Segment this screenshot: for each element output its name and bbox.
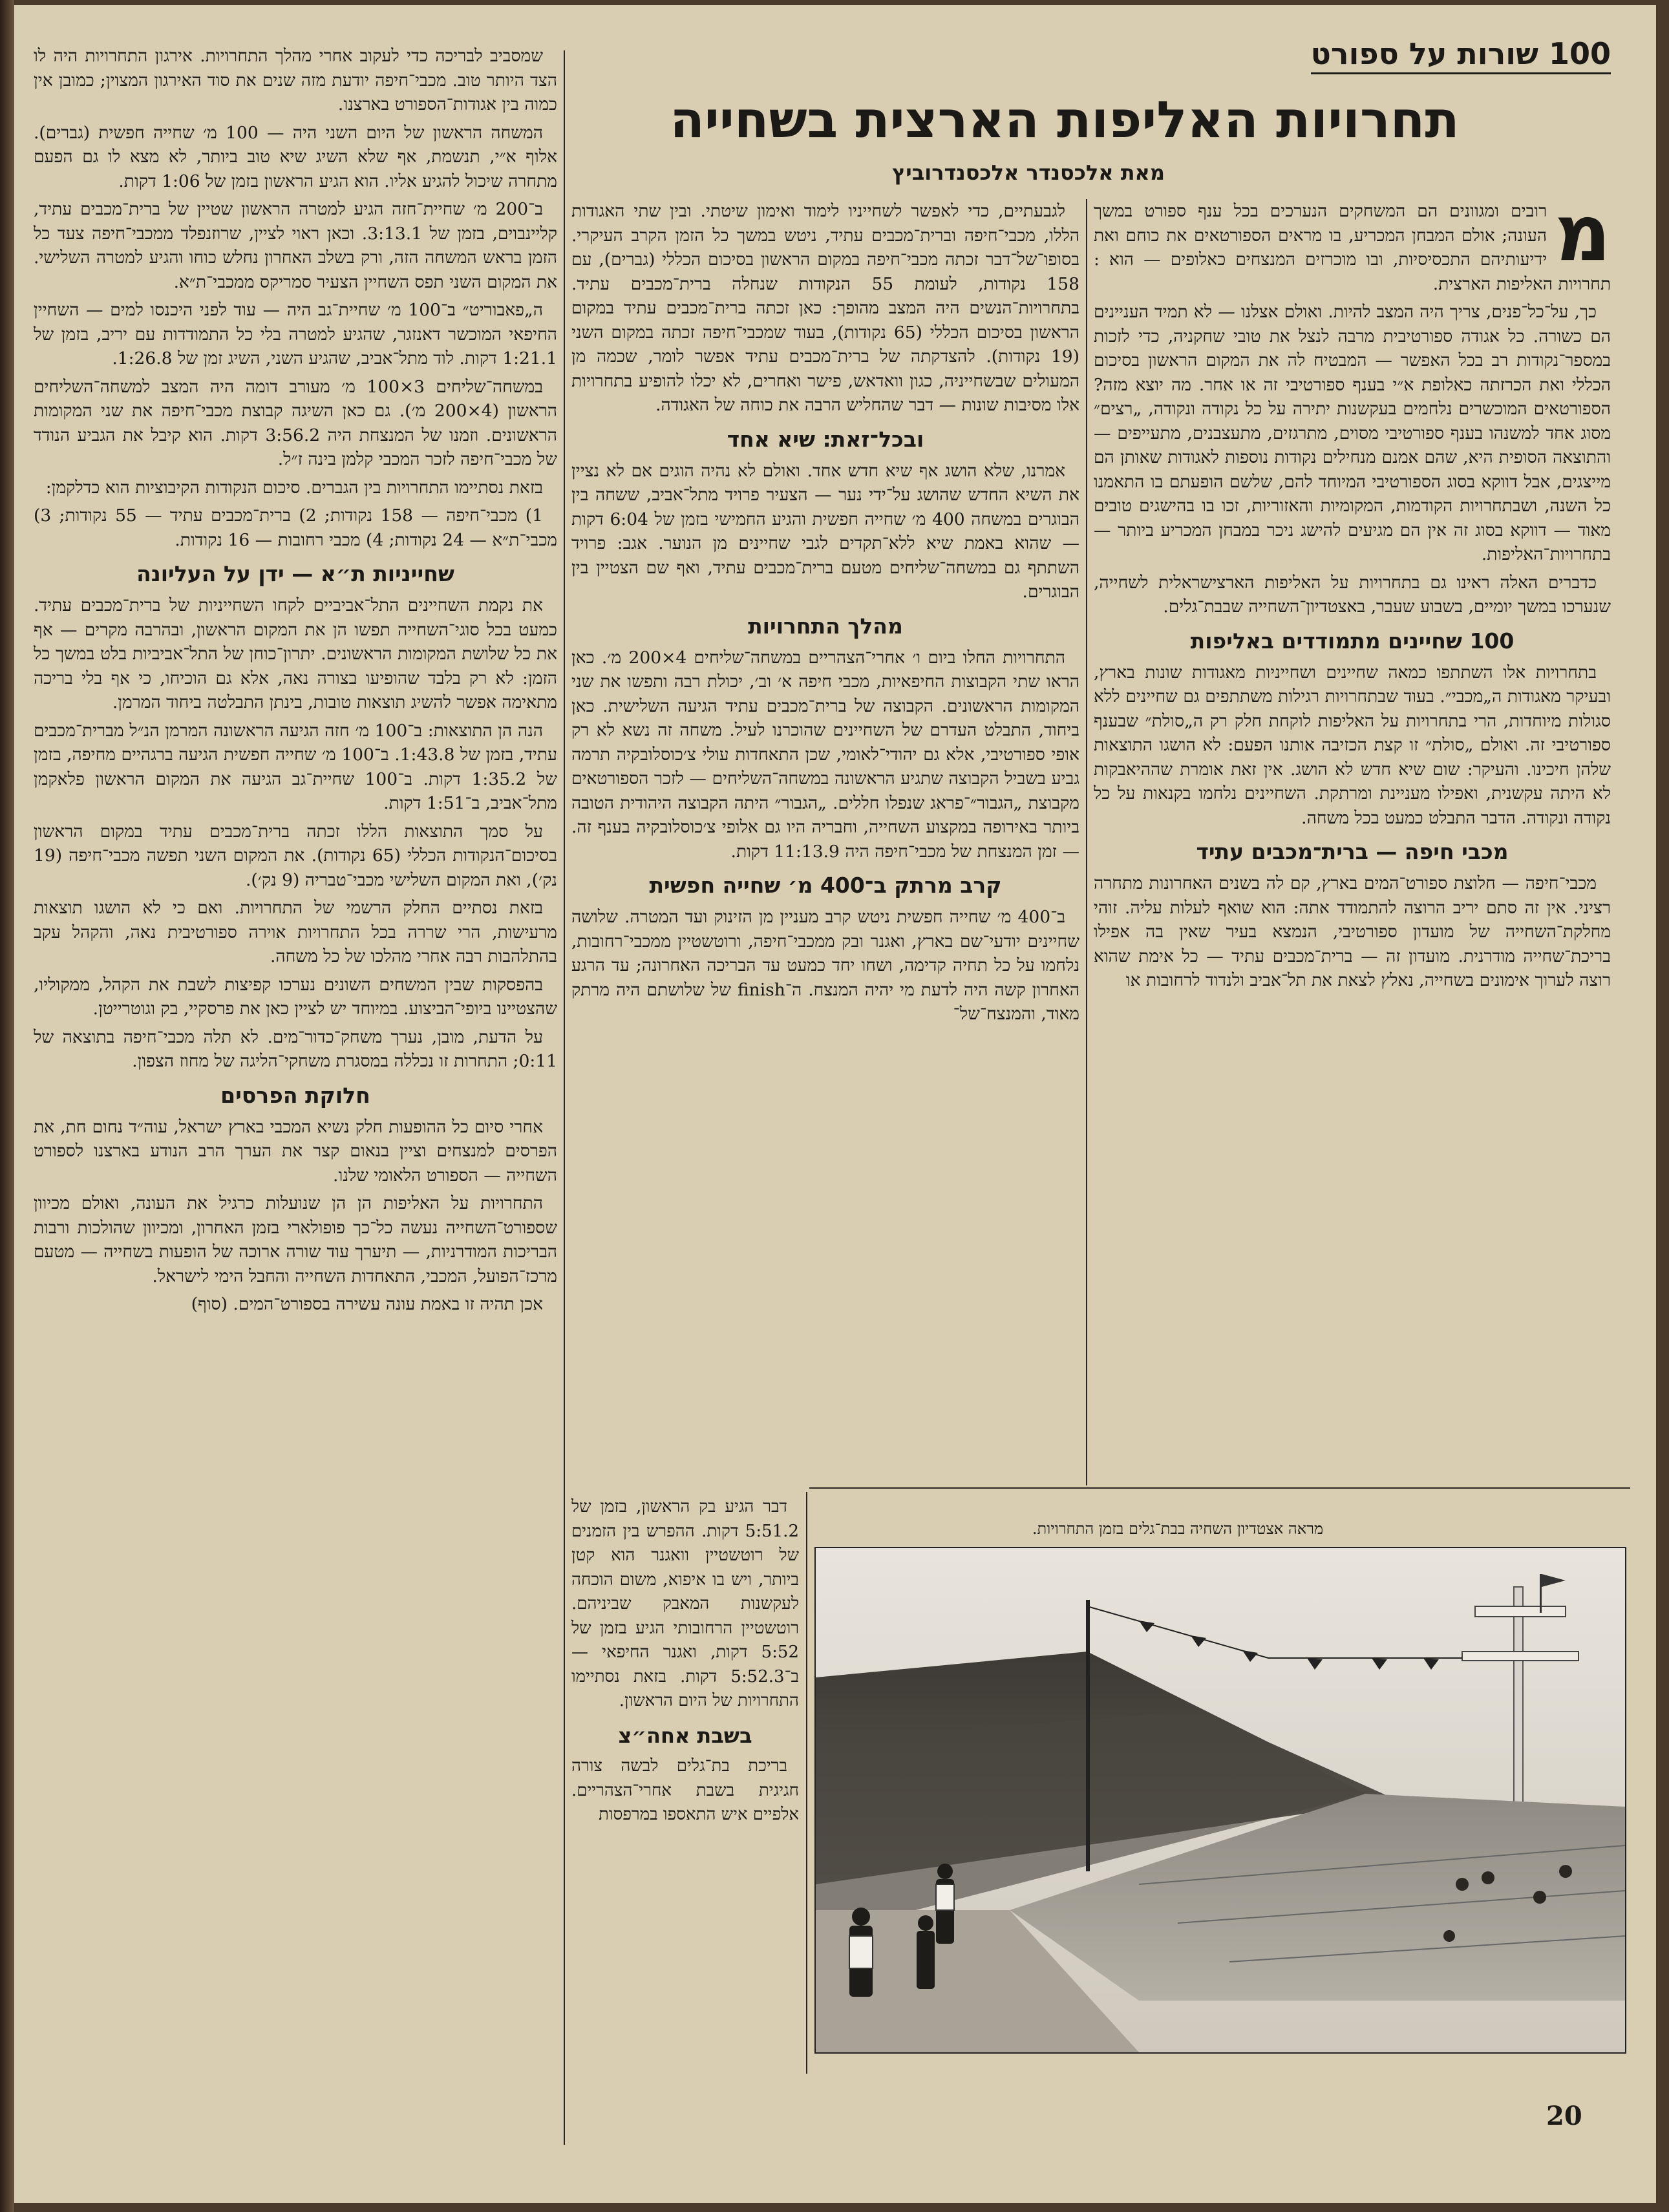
- paragraph: על סמך התוצאות הללו זכתה ברית־מכבים עתיד במקום הראשון בסיכום־הנקודות הכללי (65 נקודות). את המקום השני תפשה מכבי־חיפה (19 נק׳), ואת המקום השלישי מכבי־טבריה (9 נק׳).: [34, 821, 557, 890]
- paragraph: ב־200 מ׳ שחיית־חזה הגיע למטרה הראשון שטיין של ברית־מכבים עתיד, קליינבוים, בזמן של 3:13.1. וכאן ראוי לציין, שרוזנפלד ממכבי־חיפה צעד כל הזמן בראש המשחה הזה, ורק בשלב האחרון נחלש כוחו והגיע למטרה השלישי. את המקום השני תפס השחיין הצעיר סמריקס ממכבי־ת״א.: [34, 199, 557, 292]
- swimming-stadium-photo: [814, 1547, 1626, 2054]
- dropcap-letter: מ: [1555, 199, 1611, 279]
- article-column-1: [1094, 199, 1611, 1482]
- paragraph: המשחה הראשון של היום השני היה — 100 מ׳ שחייה חפשית (גברים). אלוף א״י, תנשמת, אף שלא השיג שיא טוב ביותר, לא מצא לו גם הפעם מתחרה שיכול להגיע אליו. הוא הגיע הראשון בזמן של 1:06 דקות.: [34, 122, 557, 191]
- paragraph: בזאת נסתיימו התחרויות בין הגברים. סיכום הנקודות הקיבוציות הוא כדלקמן:: [45, 477, 543, 498]
- paragraph: בזאת נסתיים החלק הרשמי של התחרויות. ואם כי לא הושגו תוצאות מרעישות, הרי שררה בכל התחרויות אוירה ספורטיבית נאה, והקהל עקב בהתלהבות רבה אחרי מהלכו של כל משחה.: [34, 898, 557, 966]
- paragraph: לגבעתיים, כדי לאפשר לשחייניו לימוד ואימון שיטתי. ובין שתי האגודות הללו, מכבי־חיפה וברית־מכבים עתיד, ניטש במשך כל הזמן הקרב העיקרי. בסופו־של־דבר זכתה מכבי־חיפה במקום הראשון בסיכום הכללי (גברים), עם 158 נקודות, לעומת 55 הנקודות שנחלה ברית־מכבים עתיד. בתחרויות־הנשים היה המצב מהופך: כאן זכתה ברית־מכבים עתיד במקום הראשון בסיכום הכללי (65 נקודות), בעוד שמכבי־חיפה זכתה במקום השני (19 נקודות). להצדקתה של ברית־מכבים עתיד אפשר לומר, שכמה מן המעולים שבשחייניה, כגון וואדאש, פישר ואחרים, לא יכלו להופיע בתחרויות אלו מסיבות שונות — דבר שהחליש הרבה את כוחה של האגודה.: [571, 201, 1079, 415]
- paragraph: דבר הגיע בק הראשון, בזמן של 5:51.2 דקות. ההפרש בין הזמנים של רוטשטיין וואגנר הוא קטן ביותר, ויש בו איפוא, משום הוכחה לעקשנות המאבק שביניהם. רוטשטיין הרחובותי הגיע בזמן של 5:52 דקות, ואגנר החיפאי — ב־5:52.3 דקות. בזאת נסתיימו התחרויות של היום הראשון.: [571, 1497, 799, 1710]
- paragraph: כדברים האלה ראינו גם בתחרויות על האליפות הארצישראלית לשחייה, שנערכו במשך יומיים, בשבוע שעבר, באצטדיון־השחייה שבבת־גלים.: [1094, 572, 1611, 617]
- paragraph: אמרנו, שלא הושג אף שיא חדש אחד. ואולם לא נהיה הוגים אם לא נציין את השיא החדש שהושג על־ידי נער — הצעיר פרויד מתל־אביב, ששחה בין הבוגרים במשחה 400 מ׳ שחייה חפשית והגיע החמישי בזמן של 6:04 דקות — שהוא באמת שיא ללא־תקדים לגבי שחיינים מן הנוער. אגב: פרויד השתתף גם במשחה־שליחים מטעם ברית־מכבים עתיד, ואף שם הצטיין בין הבוגרים.: [571, 460, 1079, 602]
- paragraph: בריכת בת־גלים לבשה צורה חגיגית בשבת אחרי־הצהריים. אלפיים איש התאספו במרפסות: [571, 1756, 799, 1824]
- column-divider: [1086, 199, 1087, 1485]
- paragraph: התחרויות על האליפות הן הן שנועלות כרגיל את העונה, ואולם מכיוון שספורט־השחייה נעשה כל־כך פופולארי בזמן האחרון, ומכיוון שהולכות ורבות הבריכות המודרניות, — תיערך עוד שורה ארוכה של הופעות בשחייה — מטעם מרכז־הפועל, המכבי, התאחדות השחייה והחבל הימי לישראל.: [34, 1193, 557, 1286]
- paragraph: את נקמת השחיינים התל־אביביים לקחו השחייניות של ברית־מכבים עתיד. כמעט בכל סוגי־השחייה תפשו הן את המקום הראשון, ובהרבה מקרים — אף את כל שלושת המקומות הראשונים. יתרון־כוחן של התל־אביביות בלט במשך כל הזמן: לא רק בלבד שהופיעו בצורה נאה, אלא גם הוכיחו, כי אף בלי בריכה מתאימה אפשר להשיג תוצאות טובות, בינתן התבלטה ביחוד המרמן.: [34, 595, 557, 712]
- paragraph: שמסביב לבריכה כדי לעקוב אחרי מהלך התחרויות. אירגון התחרויות היה לו הצד היותר טוב. מכבי־חיפה יודעת מזה שנים את סוד האירגון המצוין; כמובן אין כמוה בין אגודות־הספורט בארצנו.: [34, 46, 557, 114]
- paragraph: בהפסקות שבין המשחים השונים נערכו קפיצות לשבת את הקהל, ממקוליו, שהצטיינו ביופי־הביצוע. במיוחד יש לציין כאן את פרסקיי, בק וגוטרייטן.: [34, 974, 557, 1019]
- subheading: ובכל־זאת: שיא אחד: [727, 426, 924, 452]
- narrow-continuation-column: [571, 1495, 799, 2077]
- subheading: מהלך התחרויות: [748, 613, 903, 639]
- paragraph: במשחה־שליחים 3×100 מ׳ מעורב דומה היה המצב למשחה־השליחים הראשון (4×200 מ׳). גם כאן השיגה קבוצת מכבי־חיפה את שני המקומות הראשונים. וזמנו של המנצחת היה 3:56.2 דקות. הוא קיבל את הגביע הנודד של מכבי־חיפה לזכר המכבי קלמן בינה ז״ל.: [34, 376, 557, 469]
- magazine-page: [14, 5, 1656, 2203]
- photo-illustration: [816, 1548, 1625, 2052]
- paragraph: התחרויות החלו ביום ו׳ אחרי־הצהריים במשחה־שליחים 4×200 מ׳. כאן הראו שתי הקבוצות החיפאיות, מכבי חיפה א׳ וב׳, יכולת רבה ותפשו את שני המקומות הראשונים. הקבוצה של ברית־מכבים עתיד הגיעה השלישית. כאן ביחוד, התבלט העדרם של השחיינים שהוכרנו לעיל. משחה זה נשא לא רק אופי ספורטיבי, אלא גם יהודי־לאומי, שכן התאחדות עולי צ׳כוסלובקיה תרמה גביע בשביל הקבוצה שתגיע הראשונה במשחה־השליחים — לזכר הספורטאים מקבוצת „הגבור״־פראג שנפלו חללים. „הגבור״ היתה הקבוצה היהודית הטובה ביותר באירופה במקצוע השחייה, וחבריה היו גם אלופי צ׳כוסלובקיה בענף זה. — זמן המנצחת של מכבי־חיפה היה 11:13.9 דקות.: [571, 647, 1079, 862]
- subheading: מכבי חיפה — ברית־מכבים עתיד: [1196, 839, 1509, 864]
- paragraph: על הדעת, מובן, נערך משחק־כדור־מים. לא תלה מכבי־חיפה בתוצאה של 0:11; התחרות זו נכללה במסגרת משחקי־הליגה של מחוז הצפון.: [34, 1026, 557, 1071]
- horizontal-rule: [809, 1487, 1630, 1489]
- page-number: 20: [1546, 2101, 1582, 2131]
- column-divider: [564, 50, 565, 2145]
- photo-caption: מראה אצטדיון השחיה בבת־גלים בזמן התחרויות.: [1032, 1520, 1324, 1538]
- subheading: בשבת אחה״צ: [618, 1723, 752, 1748]
- paragraph: ב־400 מ׳ שחייה חפשית ניטש קרב מעניין מן הזינוק ועד המטרה. שלושה שחיינים יודעי־שם בארץ, ואגנר ובק ממכבי־חיפה, ורוטשטיין ממכבי־רחובות, נלחמו על כל תחיה קדימה, ושחו יחד כמעט עד הבריכה האחרונה; עד הרגע האחרון קשה היה לדעת מי יהיה המנצח. ה־finish של שלושתם היה מרתק מאוד, והמנצח־של־: [571, 907, 1079, 1024]
- column-divider: [806, 1492, 807, 2074]
- paragraph: 1) מכבי־חיפה — 158 נקודות; 2) ברית־מכבים עתיד — 55 נקודות; 3) מכבי־ת״א — 24 נקודות; 4) מכבי רחובות — 16 נקודות.: [34, 505, 557, 550]
- article-headline: תחרויות האליפות הארצית בשחייה: [670, 91, 1460, 149]
- paragraph: הנה הן התוצאות: ב־100 מ׳ חזה הגיעה הראשונה המרמן הנ״ל מברית־מכבים עתיד, בזמן של 1:43.8. ב־100 מ׳ שחייה חפשית הגיעה ברגהיים מחיפה, בזמן של 1:35.2 דקות. ב־100 שחיית־גב הגיעה את המקום הראשון פלאקמן מתל־אביב, ב־1:51 דקות.: [34, 720, 557, 813]
- paragraph: אחרי סיום כל ההופעות חלק נשיא המכבי בארץ ישראל, עוה״ד נחום חת, את הפרסים למנצחים וציין בנאום קצר את הערך הרב הנודע בארצנו לספורט השחייה — הספורט הלאומי שלנו.: [34, 1116, 557, 1186]
- subheading: 100 שחיינים מתמודדים באליפות: [1190, 628, 1515, 654]
- paragraph: אכן תהיה זו באמת עונה עשירה בספורט־המים. (סוף): [191, 1294, 543, 1314]
- article-byline: מאת אלכסנדר אלכסנדרוביץ: [892, 160, 1165, 185]
- subheading: חלוקת הפרסים: [220, 1082, 370, 1108]
- paragraph: מכבי־חיפה — חלוצת ספורט־המים בארץ, קם לה בשנים האחרונות מתחרה רציני. אין זה סתם יריב הרוצה להתמודד אתה: הוא שואף לעלות עליה. זוהי מחלקת־השחייה של מועדון ספורטיבי, הנמצא בעיר שאין בה אפילו בריכת־שחייה מודרנית. מועדון זה — ברית־מכבים עתיד — כל אימת שהוא רוצה לערוך אימונים בשחייה, נאלץ לצאת את תל־אביב ולנדוד לרחובות או: [1094, 873, 1611, 990]
- intro-paragraph: רובים ומגוונים הם המשחקים הנערכים בכל ענף ספורט במשך העונה; אולם המבחן המכריע, בו מראים הספורטאים את כוחם ואת ידיעותיהם התכסיסיות, ובו מוכרזים המנצחים כאלופים — הוא : תחרויות האליפות הארצית.: [1094, 201, 1611, 294]
- binding-edge: [0, 0, 14, 2212]
- article-column-3: [34, 44, 557, 2132]
- paragraph: בתחרויות אלו השתתפו כמאה שחיינים ושחייניות מאגודות שונות בארץ, ובעיקר מאגודות ה„מכבי״. בעוד שבתחרויות רגילות משתתפים גם שחיינים ללא סגולות מיוחדות, הרי בתחרויות על האליפות לוקחת חלק רק ה„סולת״ שבענף ספורטיבי זה. ואולם „סולת״ זו קצת הכזיבה אותנו הפעם: לא הושגו התוצאות שלהן חיכינו. והעיקר: שום שיא חדש לא הושג. אין זאת אומרת שההיאבקות לא היתה עקשנית, ואפילו מעניינת ומרתקת. השחיינים נלחמו בקנאות על כל נקודה ונקודה. הדבר התבלט כמעט בכל משחה.: [1094, 662, 1611, 828]
- subheading: שחייניות ת״א — ידן על העליונה: [136, 561, 454, 586]
- section-header: 100 שורות על ספורט: [1311, 36, 1611, 74]
- subheading: קרב מרתק ב־400 מ׳ שחייה חפשית: [649, 873, 1002, 898]
- paragraph: כך, על־כל־פנים, צריך היה המצב להיות. ואולם אצלנו — לא תמיד העניינים הם כשורה. כל אגודה ספורטיבית מרבה לנצל את טובי שחקניה, כדי לזכות במספר־נקודות רב בכל האפשר — המבטיח לה את המקום הראשון בסיכום הכללי ואת הכרזתה כאלופת א״י בענף ספורטיבי זה או אחר. מה יוצא מזה? הספורטאים המוכשרים נלחמים בעקשנות יתירה על כל נקודה ונקודה, „רצים״ מסוג אחד למשנהו בענף ספורטיבי מסוים, מתרגזים, מתעצבנים, מתעייפים — והתוצאה הסופית היא, שהם אמנם מנחילים נקודות נוספות לאגודות שאותן הם מייצגים, אבל דווקא בסוג הספורטיבי המיוחד להם, שלשם הופעתם בו התאמנו כל השנה, ושבתחרויות הקודמות, המקומיות והאזוריות, זכו בו בהישגים טובים מאוד — דווקא בסוג זה אין הם מגיעים להישג ניכר במבחן המכריע ביותר — בתחרויות־האליפות.: [1094, 302, 1611, 564]
- article-column-2: [571, 199, 1079, 1482]
- paragraph: ה„פאבוריט״ ב־100 מ׳ שחיית־גב היה — עוד לפני היכנסו למים — השחיין החיפאי המוכשר דאנזגר, שהגיע למטרה בלי כל התמודדות עם יריב, בזמן של 1:21.1 דקות. לוד מתל־אביב, שהגיע השני, השיג זמן של 1:26.8.: [34, 300, 557, 368]
